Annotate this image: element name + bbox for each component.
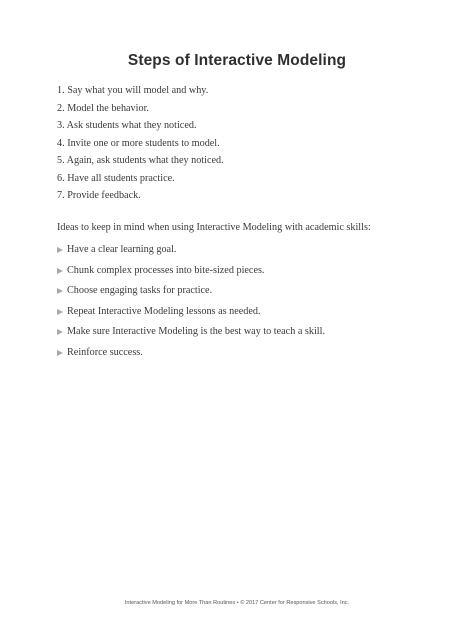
step-item: 4. Invite one or more students to model. xyxy=(57,137,220,149)
ideas-intro: Ideas to keep in mind when using Interactive Modeling with academic skills: xyxy=(57,222,371,233)
idea-text: Make sure Interactive Modeling is the best way to teach a skill. xyxy=(67,326,326,337)
idea-text: Choose engaging tasks for practice. xyxy=(67,285,213,296)
step-item: 5. Again, ask students what they noticed. xyxy=(57,155,224,166)
arrow-right-icon xyxy=(57,309,63,315)
step-item: 2. Model the behavior. xyxy=(57,102,149,114)
idea-text: Chunk complex processes into bite-sized pieces. xyxy=(67,264,265,276)
arrow-right-icon xyxy=(57,329,63,335)
step-item: 1. Say what you will model and why. xyxy=(57,85,209,96)
steps-list xyxy=(57,82,224,205)
idea-item xyxy=(57,281,325,302)
step-item: 7. Provide feedback. xyxy=(57,190,141,201)
idea-text: Reinforce success. xyxy=(67,346,143,358)
step-item: 6. Have all students practice. xyxy=(57,172,175,184)
idea-item xyxy=(57,322,325,343)
arrow-right-icon xyxy=(57,268,63,274)
step-item: 3. Ask students what they noticed. xyxy=(57,120,197,131)
idea-text: Repeat Interactive Modeling lessons as needed. xyxy=(67,305,261,317)
page-title: Steps of Interactive Modeling xyxy=(127,52,347,69)
arrow-right-icon xyxy=(57,288,63,294)
arrow-right-icon xyxy=(57,350,63,356)
page-footer: Interactive Modeling for More Than Routines • © 2017 Center for Responsive Schools, Inc. xyxy=(124,600,350,606)
idea-item xyxy=(57,261,325,282)
idea-text: Have a clear learning goal. xyxy=(67,244,177,255)
arrow-right-icon xyxy=(57,247,63,253)
idea-item xyxy=(57,302,325,323)
ideas-list xyxy=(57,240,325,363)
idea-item xyxy=(57,240,325,261)
idea-item xyxy=(57,343,325,364)
